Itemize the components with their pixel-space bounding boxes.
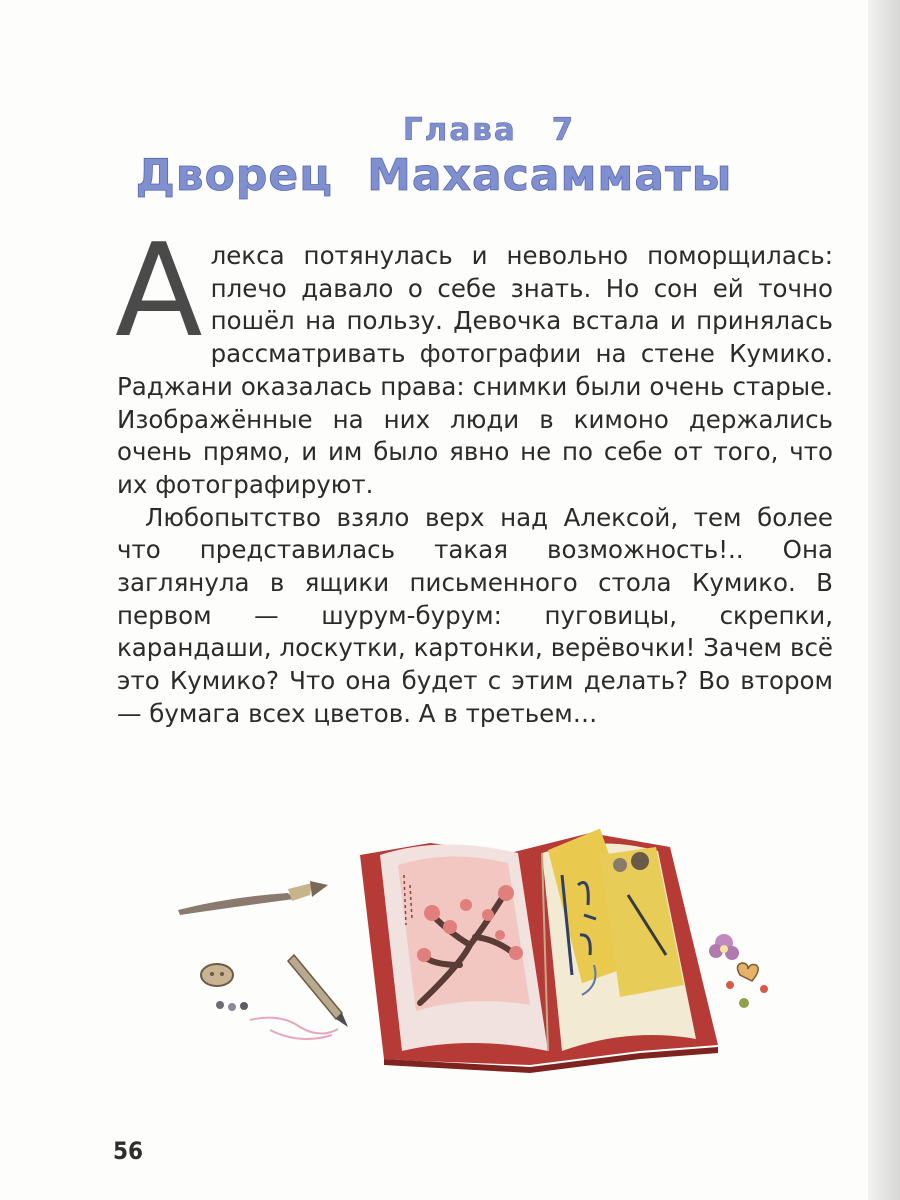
button-icon [201,964,233,986]
pencil-icon [288,955,348,1027]
page-edge-shadow [868,0,900,1200]
paint-brush-icon [178,881,328,915]
open-book-illustration [170,815,780,1075]
body-text [115,217,833,731]
beads-icon [216,1001,338,1039]
paragraph-1 [115,217,833,502]
chapter-heading [0,112,868,201]
heart-button-icon [737,963,758,981]
paragraph-1-text: лекса потянулась и невольно поморщилась: плечо давало о себе знать. Но сон ей точно пошёл на пользу. Девочка встала и принялась рассматривать фотографии на стене Кумико. Раджани оказалась права: снимки были очень старые. Изображённые на них люди в кимоно держались очень прямо, и им было явно не по себе от того, что их фотографируют. [117,241,833,499]
flower-icon [709,934,739,960]
page-number: 56 [113,1137,144,1165]
paragraph-2: Любопытство взяло верх над Алексой, тем более что представилась такая возможность!.. Она заглянула в ящики письменного стола Кумико. В первом — шурум-бурум: пуговицы, скрепки, карандаши, лоскутки, картонки, верёвочки! Зачем всё это Кумико? Что она будет с этим делать? Во втором — бумага всех цветов. А в третьем… [117,502,833,728]
chapter-title: Дворец Махасамматы [135,150,733,201]
chapter-number: Глава 7 [402,112,576,148]
drop-cap: А [115,217,203,366]
